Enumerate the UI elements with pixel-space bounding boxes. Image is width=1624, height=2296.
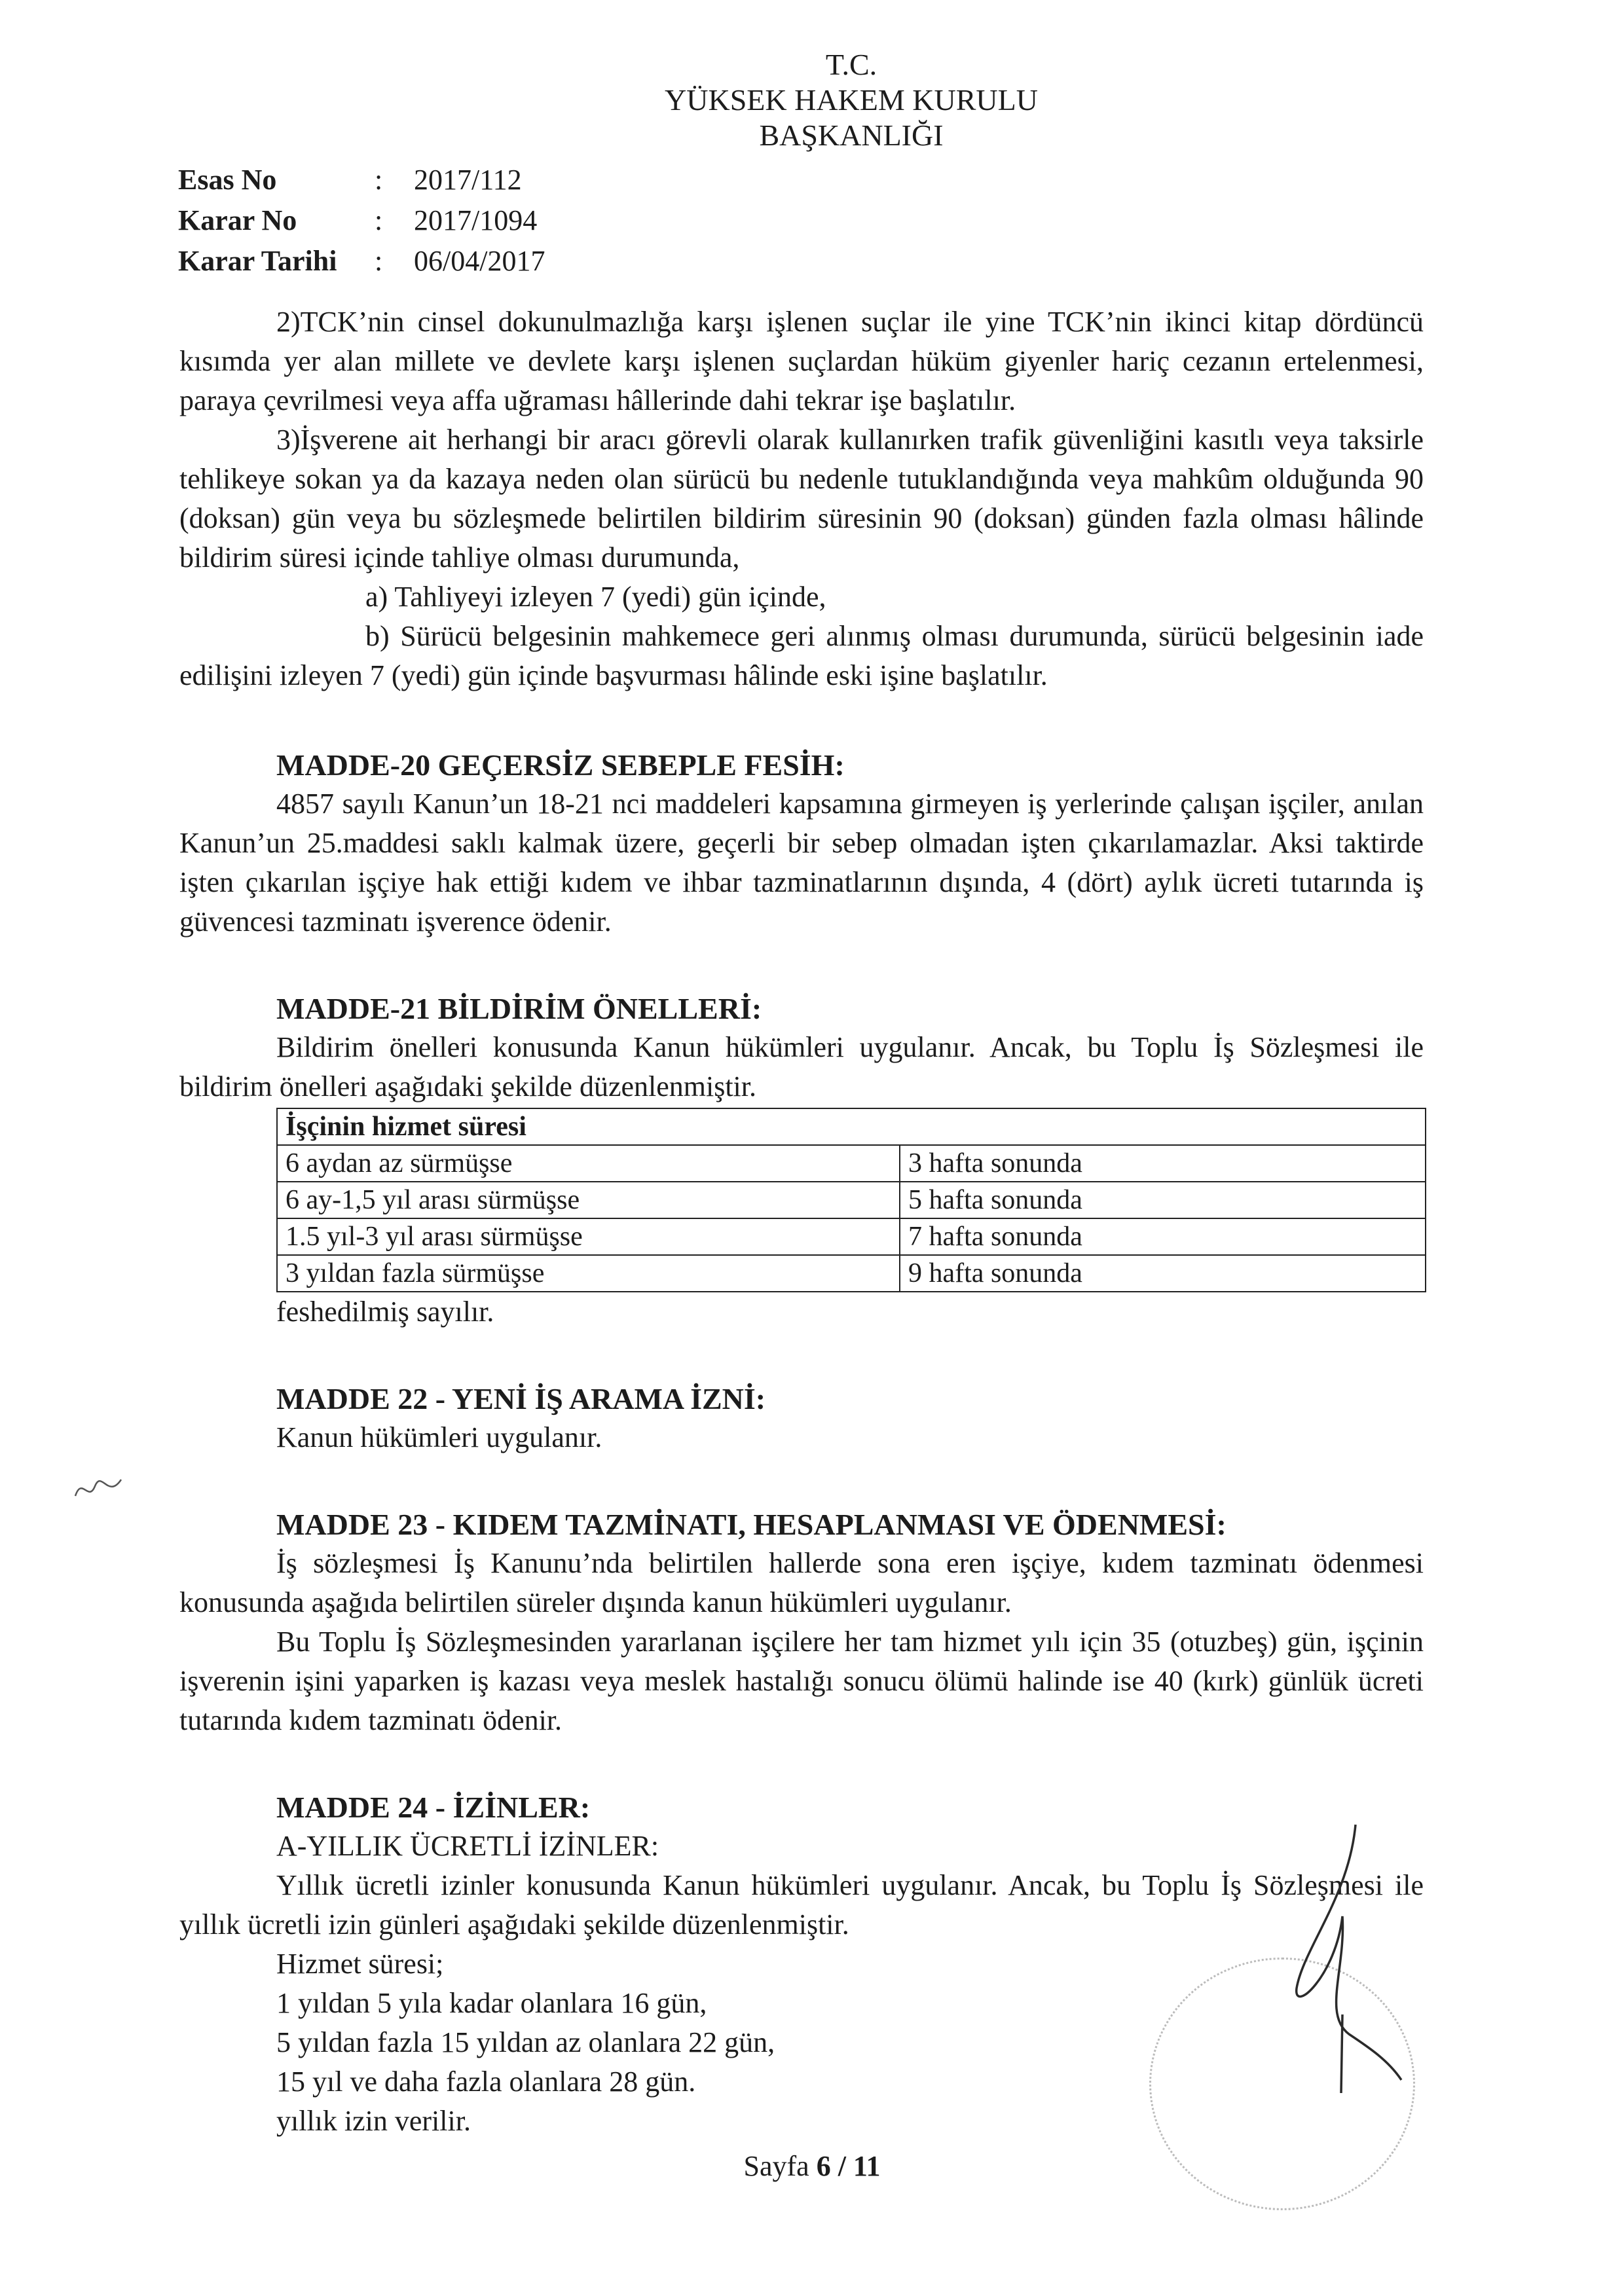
meta-label: Karar No [178, 204, 297, 236]
article-23-heading: MADDE 23 - KIDEM TAZMİNATI, HESAPLANMASI VE ÖDENMESİ: [276, 1508, 1227, 1541]
table-header-cell: İşçinin hizmet süresi [277, 1108, 1426, 1145]
article-21-heading: MADDE-21 BİLDİRİM ÖNELLERİ: [276, 992, 762, 1025]
page-number: 6 / 11 [816, 2150, 881, 2182]
page-footer [0, 2149, 1624, 2183]
case-metadata [178, 160, 545, 282]
paragraph-3: 3)İşverene ait herhangi bir aracı görevli olarak kullanırken trafik güvenliğini kasıtlı veya taksirle tehlikeye sokan ya da kazaya neden olan sürücü bu nedenle tutuklandığında veya mahkûm olduğunda 90 (doksan) gün veya bu sözleşmede belirtilen bildirim süresinin 90 (doksan) günden fazla olması hâlinde bildirim süresi içinde tahliye olması durumunda, [179, 424, 1424, 574]
article-20-text: 4857 sayılı Kanun’un 18-21 nci maddeleri kapsamına girmeyen iş yerlerinde çalışan işçiler, anılan Kanun’un 25.maddesi saklı kalmak üzere, geçerli bir sebep olmadan işten çıkarılamazlar. Aksi taktirde işten çıkarılan işçiye hak ettiği kıdem ve ihbar tazminatlarının dışında, 4 (dört) aylık ücreti tutarında iş güvencesi tazminatı işverence ödenir. [179, 788, 1424, 938]
leave-line: 1 yıldan 5 yıla kadar olanlara 16 gün, [276, 1987, 707, 2019]
table-cell-notice: 3 hafta sonunda [900, 1145, 1426, 1182]
signature [1277, 1818, 1408, 2100]
meta-colon: : [375, 164, 383, 196]
header-line-institution: YÜKSEK HAKEM KURULU [665, 83, 1038, 117]
table-cell-notice: 5 hafta sonunda [900, 1182, 1426, 1218]
table-row [277, 1218, 1426, 1255]
article-24-subheading: A-YILLIK ÜCRETLİ İZİNLER: [276, 1830, 659, 1862]
table-header-row [277, 1108, 1426, 1145]
header-line-tc: T.C. [825, 48, 877, 81]
meta-label: Karar Tarihi [178, 245, 337, 277]
article-24-heading: MADDE 24 - İZİNLER: [276, 1791, 591, 1824]
margin-initials [72, 1470, 124, 1509]
paragraph-a: a) Tahliyeyi izleyen 7 (yedi) gün içinde, [365, 581, 826, 613]
meta-value: 2017/1094 [414, 204, 538, 236]
table-cell-notice: 7 hafta sonunda [900, 1218, 1426, 1255]
table-cell-notice: 9 hafta sonunda [900, 1255, 1426, 1292]
article-22-heading: MADDE 22 - YENİ İŞ ARAMA İZNİ: [276, 1382, 766, 1415]
table-row [277, 1255, 1426, 1292]
article-23-paragraph-2: Bu Toplu İş Sözleşmesinden yararlanan işçilere her tam hizmet yılı için 35 (otuzbeş) gün, işçinin işverenin işini yaparken iş kazası veya meslek hastalığı sonucu ölümü halinde ise 40 (kırk) günlük ücreti tutarında kıdem tazminatı ödenir. [179, 1626, 1424, 1736]
article-20-heading: MADDE-20 GEÇERSİZ SEBEPLE FESİH: [276, 748, 845, 782]
meta-value: 06/04/2017 [414, 245, 545, 277]
document-body [179, 302, 1424, 2141]
meta-colon: : [375, 245, 383, 277]
meta-row-karar [178, 200, 545, 241]
table-cell-duration: 6 ay-1,5 yıl arası sürmüşse [277, 1182, 900, 1218]
table-row [277, 1182, 1426, 1218]
leave-line: yıllık izin verilir. [276, 2105, 471, 2137]
article-24-text: Yıllık ücretli izinler konusunda Kanun hükümleri uygulanır. Ancak, bu Toplu İş Sözleşmesi ile yıllık ücretli izin günleri aşağıdaki şekilde düzenlenmiştir. [179, 1869, 1424, 1941]
table-row [277, 1145, 1426, 1182]
article-23-paragraph-1: İş sözleşmesi İş Kanunu’nda belirtilen hallerde sona eren işçiye, kıdem tazminatı ödenmesi konusunda aşağıda belirtilen süreler dışında kanun hükümleri uygulanır. [179, 1547, 1424, 1618]
meta-row-tarih [178, 241, 545, 282]
leave-line: 15 yıl ve daha fazla olanlara 28 gün. [276, 2066, 696, 2098]
table-cell-duration: 3 yıldan fazla sürmüşse [277, 1255, 900, 1292]
article-22-text: Kanun hükümleri uygulanır. [276, 1421, 602, 1453]
paragraph-b: b) Sürücü belgesinin mahkemece geri alınmış olması durumunda, sürücü belgesinin iade edilişini izleyen 7 (yedi) gün içinde başvurması hâlinde eski işine başlatılır. [179, 620, 1424, 691]
document-header [0, 47, 1624, 153]
meta-value: 2017/112 [414, 164, 522, 196]
leave-line: Hizmet süresi; [276, 1948, 444, 1980]
table-cell-duration: 1.5 yıl-3 yıl arası sürmüşse [277, 1218, 900, 1255]
article-21-after: feshedilmiş sayılır. [276, 1296, 494, 1328]
meta-colon: : [375, 204, 383, 236]
table-cell-duration: 6 aydan az sürmüşse [277, 1145, 900, 1182]
paragraph-2: 2)TCK’nin cinsel dokunulmazlığa karşı işlenen suçlar ile yine TCK’nin ikinci kitap dördüncü kısımda yer alan millete ve devlete karşı işlenen suçlardan hüküm giyenler hariç cezanın ertelenmesi, paraya çevrilmesi veya affa uğraması hâllerinde dahi tekrar işe başlatılır. [179, 306, 1424, 416]
meta-label: Esas No [178, 164, 277, 196]
notice-period-table [276, 1108, 1426, 1292]
header-line-presidency: BAŞKANLIĞI [759, 118, 944, 152]
page-label: Sayfa [743, 2150, 809, 2182]
meta-row-esas [178, 160, 545, 200]
article-21-text: Bildirim önelleri konusunda Kanun hükümleri uygulanır. Ancak, bu Toplu İş Sözleşmesi ile bildirim önelleri aşağıdaki şekilde düzenlenmiştir. [179, 1031, 1424, 1102]
leave-line: 5 yıldan fazla 15 yıldan az olanlara 22 gün, [276, 2026, 775, 2058]
